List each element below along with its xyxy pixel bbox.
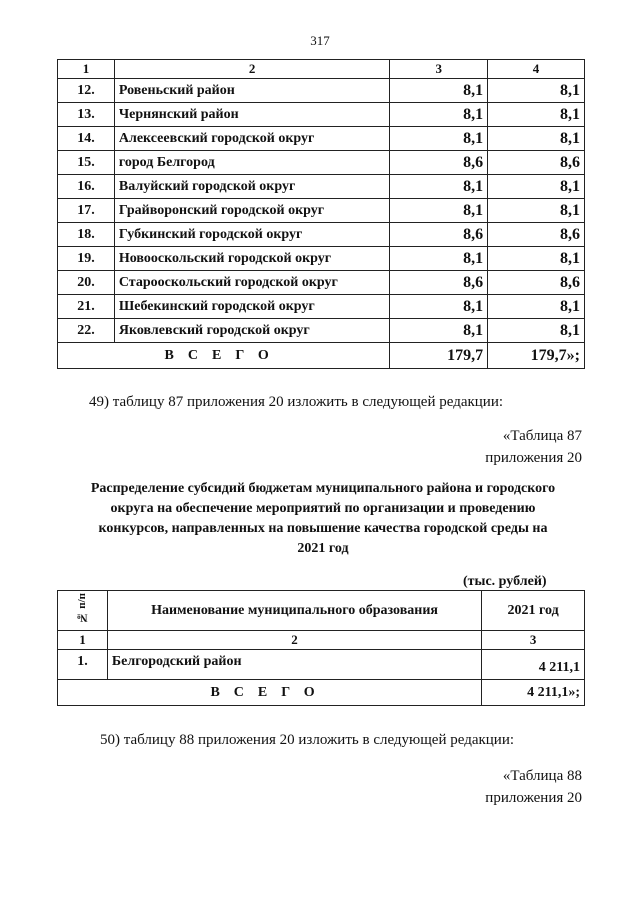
- ref-line: приложения 20: [485, 790, 582, 806]
- value-col3: 8,1: [390, 247, 488, 271]
- municipality-name: Шебекинский городской округ: [114, 295, 389, 319]
- value-col3: 8,6: [390, 271, 488, 295]
- row-value: 4 211,1: [482, 650, 585, 680]
- municipality-name: Новооскольский городской округ: [114, 247, 389, 271]
- total-row: [58, 680, 585, 706]
- value-col3: 8,6: [390, 223, 488, 247]
- row-number: 15.: [58, 151, 115, 175]
- table-row: [58, 650, 585, 680]
- header-cell: 1: [58, 60, 115, 79]
- header-year: 2021 год: [482, 591, 585, 631]
- table-row: [58, 79, 585, 103]
- header-number-text: № п/п: [76, 592, 89, 624]
- page-number: 317: [310, 33, 330, 48]
- total-label: ВСЕГО: [58, 680, 482, 706]
- table-row: [58, 151, 585, 175]
- value-col3: 8,1: [390, 295, 488, 319]
- value-col4: 8,1: [488, 79, 585, 103]
- table-88-reference: [485, 765, 582, 809]
- index-cell: 3: [482, 631, 585, 650]
- value-col3: 8,1: [390, 319, 488, 343]
- row-number: 16.: [58, 175, 115, 199]
- municipality-name: Старооскольский городской округ: [114, 271, 389, 295]
- municipality-name: Губкинский городской округ: [114, 223, 389, 247]
- title-line: конкурсов, направленных на повышение качества городской среды на: [98, 521, 548, 536]
- title-line: 2021 год: [297, 541, 349, 556]
- municipality-name: Чернянский район: [114, 103, 389, 127]
- value-col3: 8,1: [390, 103, 488, 127]
- row-number: 14.: [58, 127, 115, 151]
- municipality-name: Валуйский городской округ: [114, 175, 389, 199]
- value-col4: 8,6: [488, 271, 585, 295]
- table-row: [58, 271, 585, 295]
- units-label: (тыс. рублей): [463, 574, 547, 589]
- subsidy-table-continued: [57, 59, 585, 369]
- header-cell: 3: [390, 60, 488, 79]
- table-87-reference: [485, 425, 582, 469]
- municipality-name: Белгородский район: [107, 650, 481, 680]
- total-value: 4 211,1»;: [482, 680, 585, 706]
- header-name: Наименование муниципального образования: [107, 591, 481, 631]
- ref-line: «Таблица 87: [502, 428, 582, 444]
- amendment-49: 49) таблицу 87 приложения 20 изложить в следующей редакции:: [89, 394, 504, 410]
- index-cell: 1: [58, 631, 108, 650]
- total-col3: 179,7: [390, 343, 488, 369]
- value-col3: 8,1: [390, 127, 488, 151]
- value-col4: 8,1: [488, 295, 585, 319]
- table-index-row: [58, 631, 585, 650]
- table-row: [58, 127, 585, 151]
- row-number: 22.: [58, 319, 115, 343]
- header-cell: 4: [488, 60, 585, 79]
- table-header: [58, 591, 585, 631]
- table-row: [58, 319, 585, 343]
- total-row: [58, 343, 585, 369]
- municipality-name: город Белгород: [114, 151, 389, 175]
- municipality-name: Грайворонский городской округ: [114, 199, 389, 223]
- value-col4: 8,1: [488, 247, 585, 271]
- row-number: 18.: [58, 223, 115, 247]
- value-col4: 8,6: [488, 223, 585, 247]
- table-row: [58, 103, 585, 127]
- ref-line: приложения 20: [485, 450, 582, 466]
- table-row: [58, 247, 585, 271]
- table-row: [58, 175, 585, 199]
- value-col4: 8,1: [488, 175, 585, 199]
- value-col3: 8,1: [390, 79, 488, 103]
- municipality-name: Алексеевский городской округ: [114, 127, 389, 151]
- row-number: 20.: [58, 271, 115, 295]
- header-cell: 2: [114, 60, 389, 79]
- index-cell: 2: [107, 631, 481, 650]
- header-number: [58, 591, 108, 631]
- table-index-row: [58, 60, 585, 79]
- value-col4: 8,1: [488, 127, 585, 151]
- ref-line: «Таблица 88: [502, 768, 582, 784]
- row-number: 19.: [58, 247, 115, 271]
- amendment-50: 50) таблицу 88 приложения 20 изложить в следующей редакции:: [100, 732, 515, 748]
- value-col4: 8,1: [488, 319, 585, 343]
- row-number: 21.: [58, 295, 115, 319]
- title-line: округа на обеспечение мероприятий по организации и проведению: [110, 501, 536, 516]
- row-number: 12.: [58, 79, 115, 103]
- subsidy-table-87: [57, 590, 585, 706]
- value-col4: 8,1: [488, 199, 585, 223]
- value-col3: 8,6: [390, 151, 488, 175]
- value-col4: 8,6: [488, 151, 585, 175]
- row-number: 17.: [58, 199, 115, 223]
- table-row: [58, 223, 585, 247]
- total-label: ВСЕГО: [58, 343, 390, 369]
- municipality-name: Яковлевский городской округ: [114, 319, 389, 343]
- value-col3: 8,1: [390, 175, 488, 199]
- table-row: [58, 199, 585, 223]
- row-number: 1.: [58, 650, 108, 680]
- value-col4: 8,1: [488, 103, 585, 127]
- municipality-name: Ровеньский район: [114, 79, 389, 103]
- total-col4: 179,7»;: [488, 343, 585, 369]
- table-row: [58, 295, 585, 319]
- table-title: [68, 479, 578, 559]
- title-line: Распределение субсидий бюджетам муниципального района и городского: [90, 481, 556, 496]
- row-number: 13.: [58, 103, 115, 127]
- value-col3: 8,1: [390, 199, 488, 223]
